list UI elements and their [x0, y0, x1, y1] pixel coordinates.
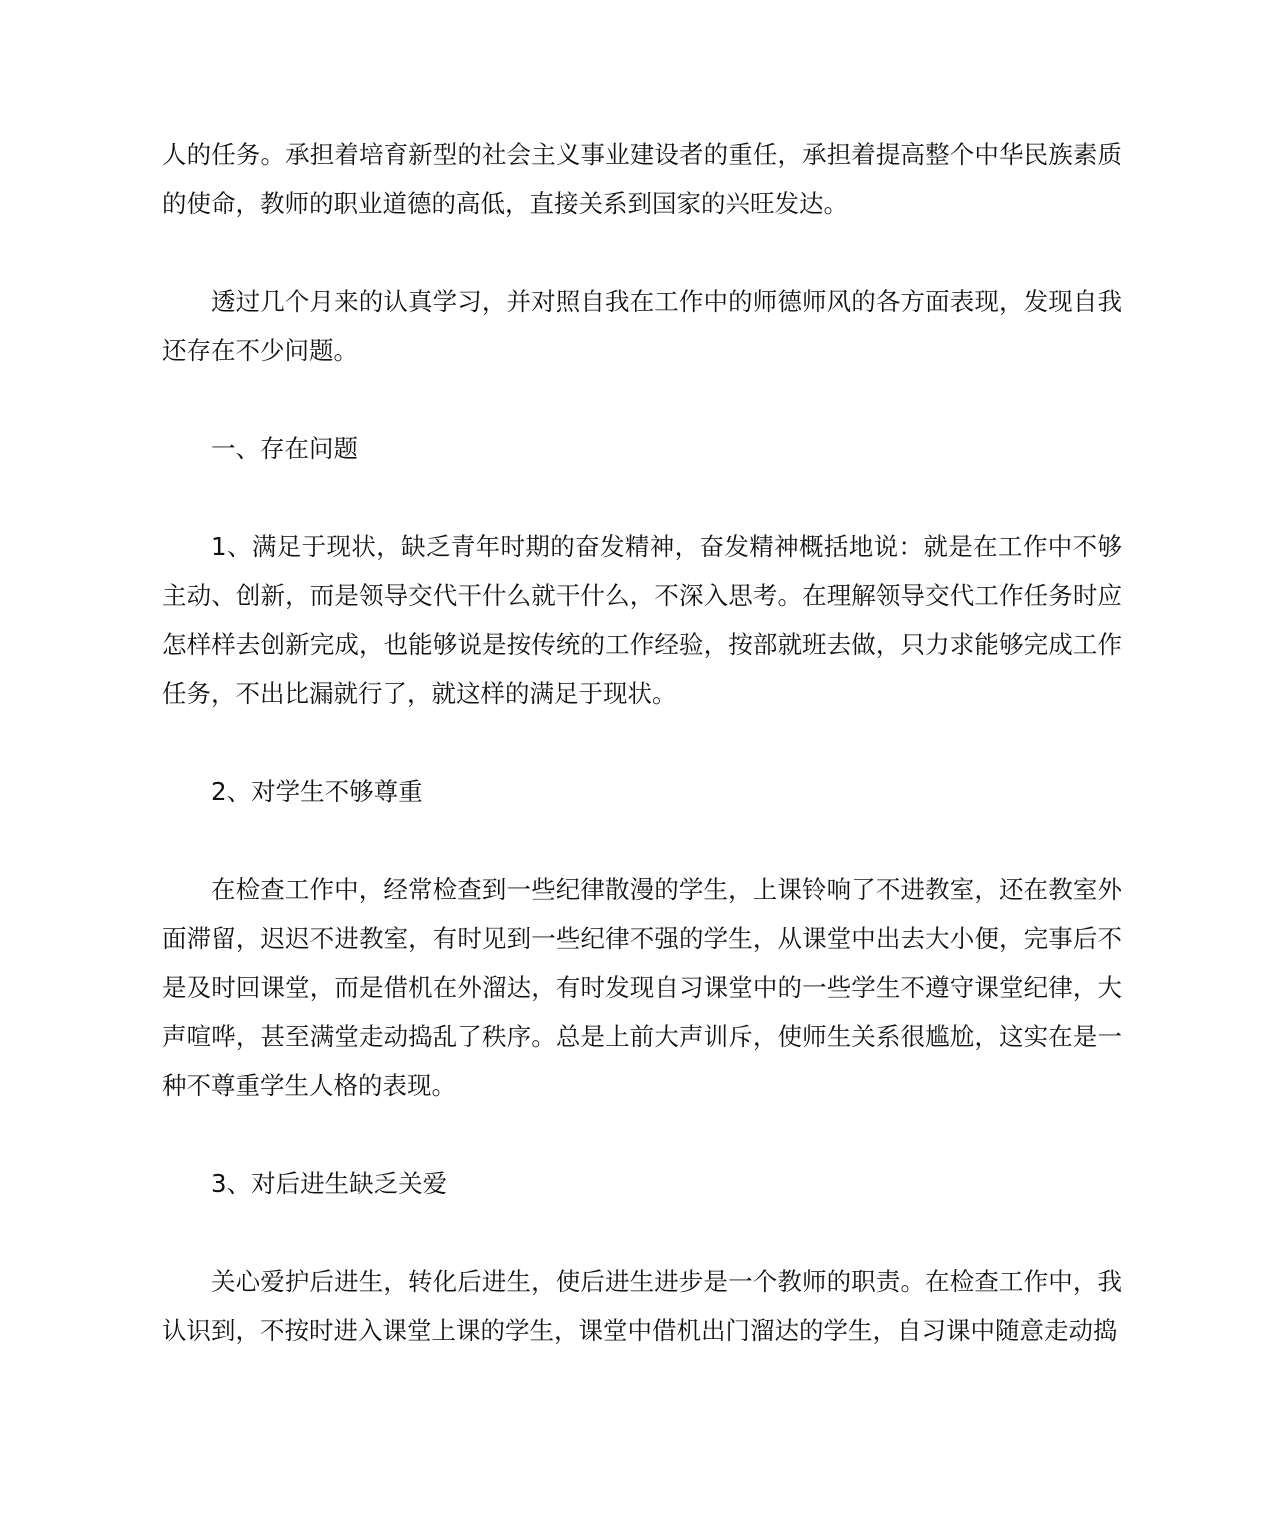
paragraph-problem-2: 在检查工作中，经常检查到一些纪律散漫的学生，上课铃响了不进教室，还在教室外面滞留，迟迟不进教室，有时见到一些纪律不强的学生，从课堂中出去大小便，完事后不是及时回课堂，而是借机在外溜达，有时发现自习课堂中的一些学生不遵守课堂纪律，大声喧哗，甚至满堂走动捣乱了秩序。总是上前大声训斥，使师生关系很尴尬，这实在是一种不尊重学生人格的表现。 — [162, 875, 1122, 1100]
paragraph-problem-3: 关心爱护后进生，转化后进生，使后进生进步是一个教师的职责。在检查工作中，我认识到，不按时进入课堂上课的学生，课堂中借机出门溜达的学生，自习课中随意走动捣 — [162, 1267, 1122, 1345]
document-body — [162, 130, 1122, 1404]
subheading-problem-2: 2、对学生不够尊重 — [211, 777, 423, 806]
subheading-problem-3: 3、对后进生缺乏关爱 — [211, 1169, 448, 1198]
paragraph-self-reflection: 透过几个月来的认真学习，并对照自我在工作中的师德师风的各方面表现，发现自我还存在不少问题。 — [162, 287, 1122, 365]
section-heading-problems: 一、存在问题 — [211, 434, 358, 463]
paragraph-continuation: 人的任务。承担着培育新型的社会主义事业建设者的重任，承担着提高整个中华民族素质的使命，教师的职业道德的高低，直接关系到国家的兴旺发达。 — [162, 140, 1122, 218]
paragraph-problem-1: 1、满足于现状，缺乏青年时期的奋发精神，奋发精神概括地说：就是在工作中不够主动、创新，而是领导交代干什么就干什么，不深入思考。在理解领导交代工作任务时应怎样样去创新完成，也能够说是按传统的工作经验，按部就班去做，只力求能够完成工作任务，不出比漏就行了，就这样的满足于现状。 — [162, 532, 1122, 708]
